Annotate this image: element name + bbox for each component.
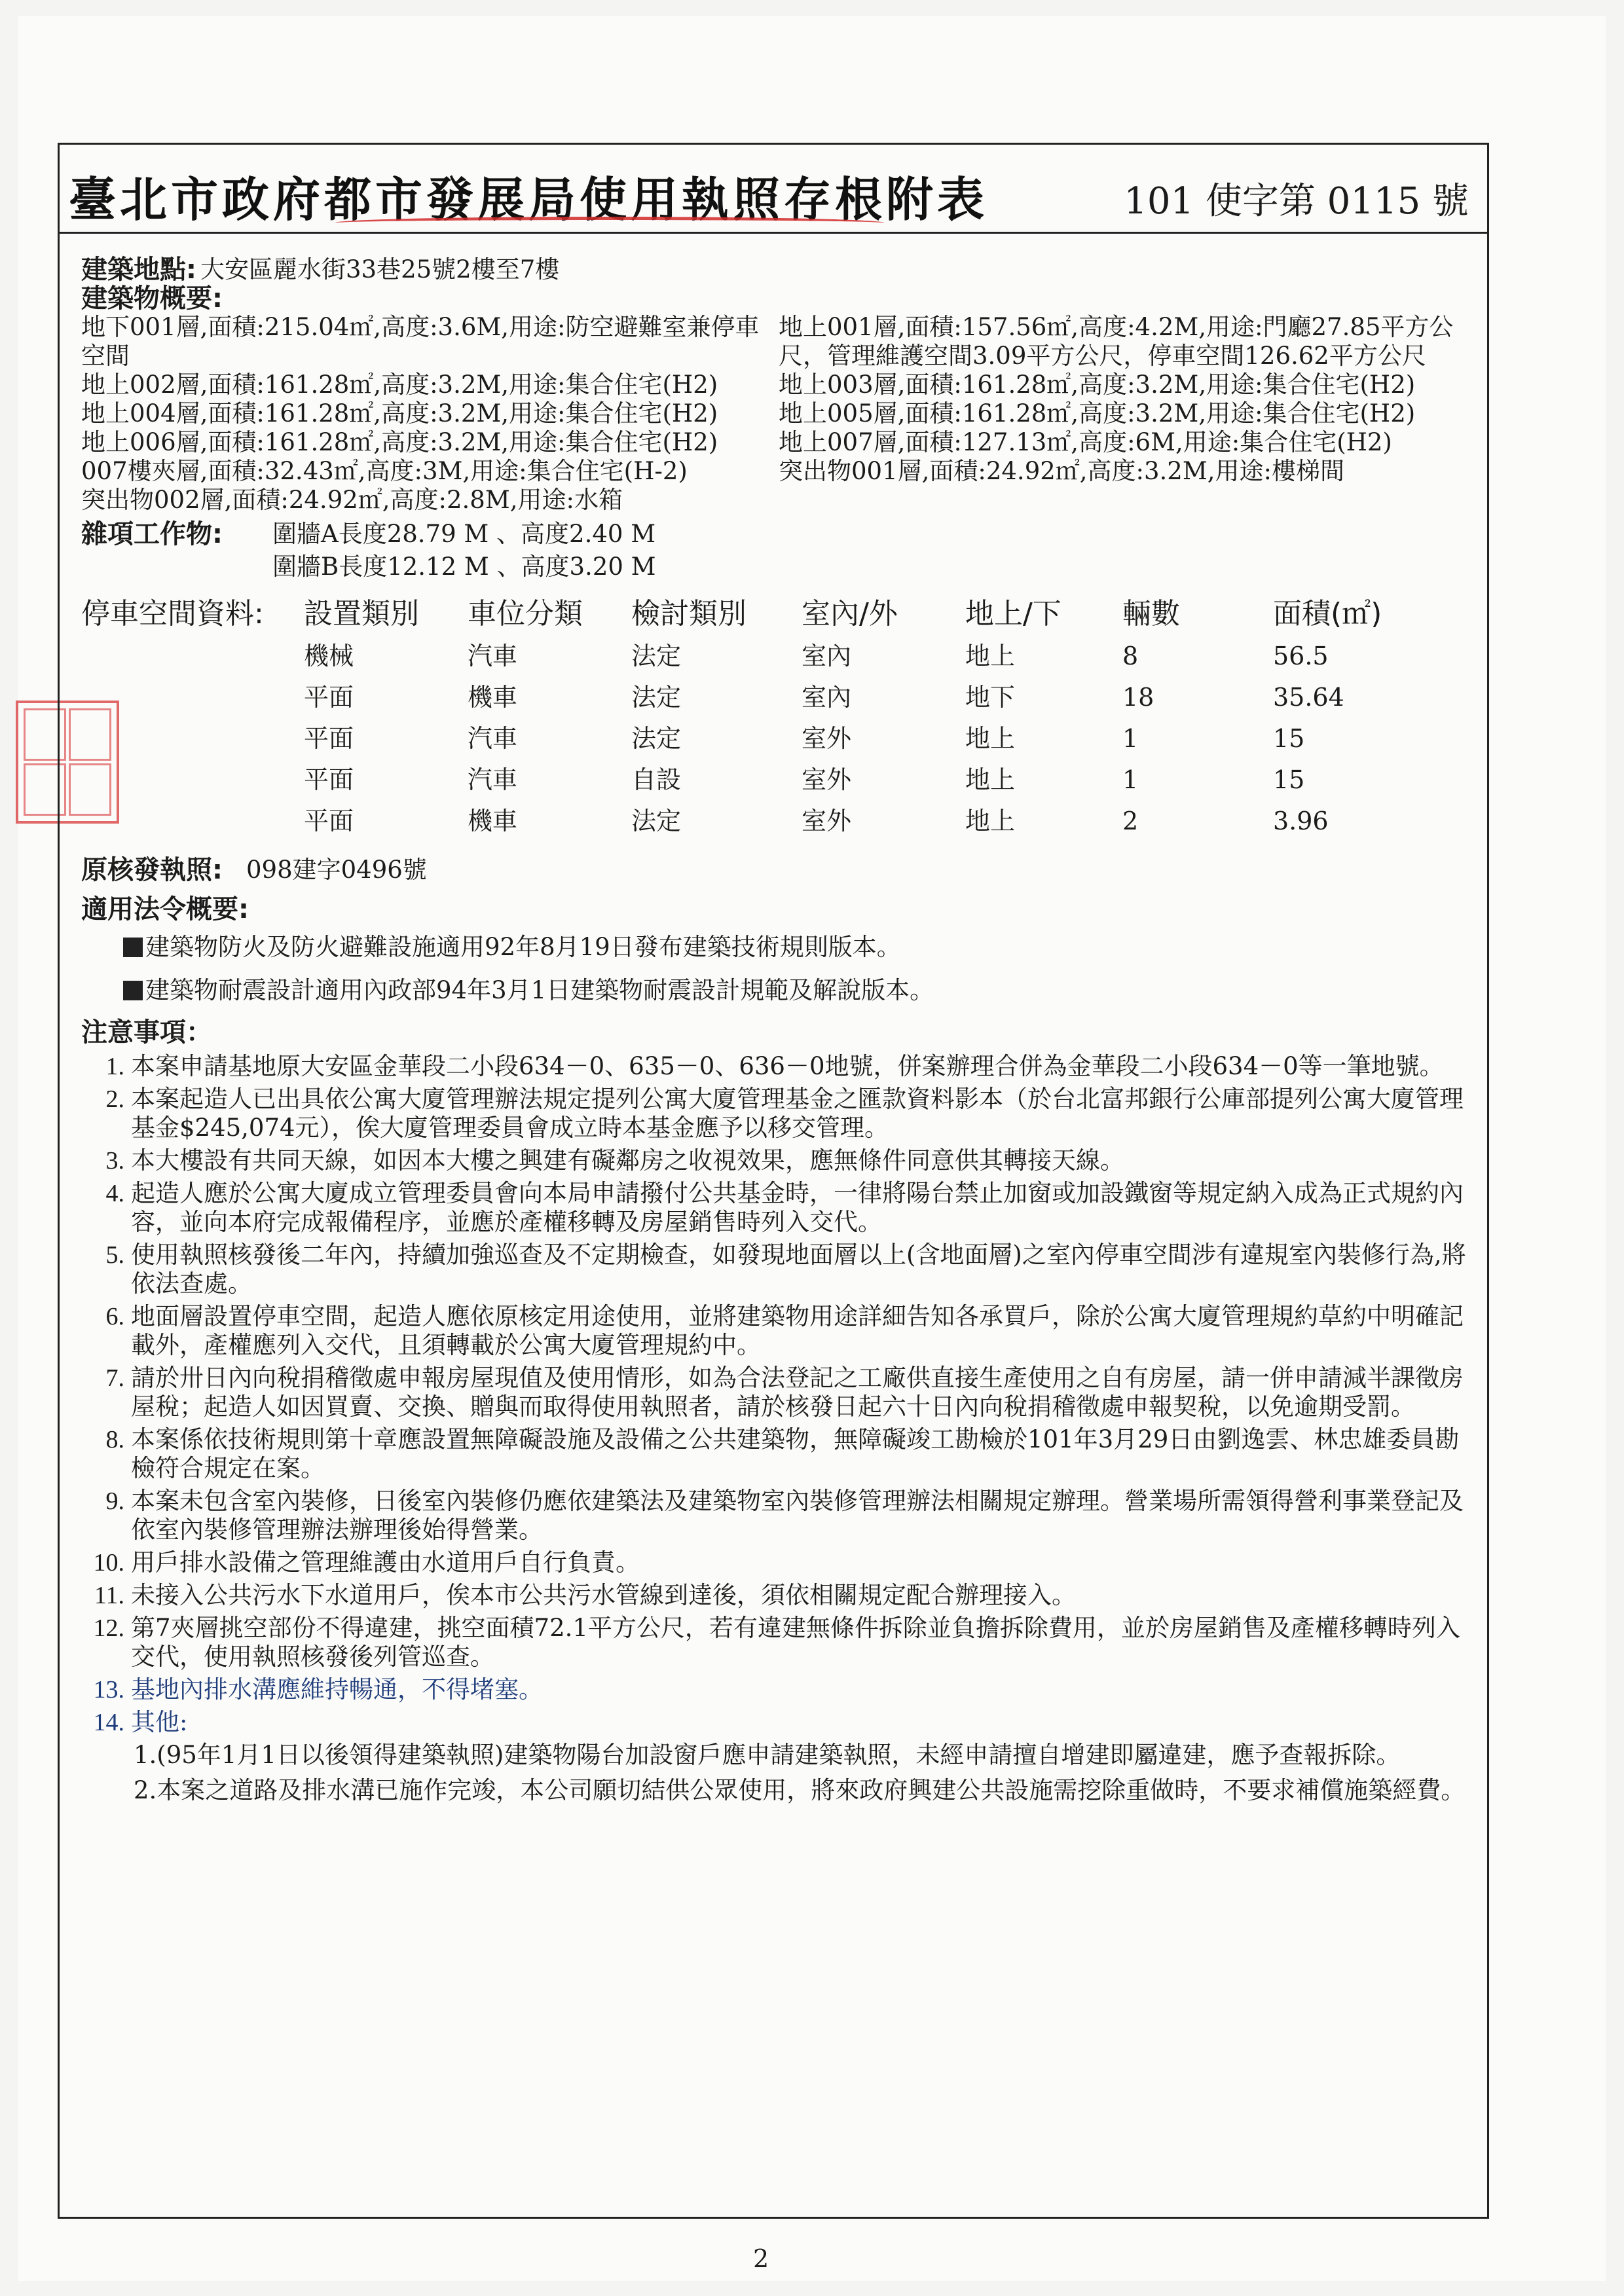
checkbox-filled-icon [123, 981, 143, 1000]
parking-cell: 平面 [304, 723, 354, 753]
parking-col-header: 面積(㎡) [1273, 597, 1382, 630]
misc-item: 圍牆B長度12.12 M 、高度3.20 M [272, 553, 656, 581]
parking-cell: 地上 [965, 765, 1016, 794]
content [81, 255, 1483, 1812]
parking-cell: 地上 [965, 723, 1016, 753]
note-text: 未接入公共污水下水道用戶，俟本市公共污水管線到達後，須依相關規定配合辦理接入。 [131, 1581, 1076, 1609]
table-row [81, 635, 1483, 676]
overview-cell: 地上007層,面積:127.13㎡,高度:6M,用途:集合住宅(H2) [779, 428, 1392, 456]
note-text: 本案係依技術規則第十章應設置無障礙設施及設備之公共建築物，無障礙竣工勘檢於101年3月29日由劉逸雲、林忠雄委員勘檢符合規定在案。 [131, 1425, 1460, 1482]
parking-cell: 汽車 [468, 765, 518, 794]
note-number: 13. [93, 1676, 124, 1704]
overview-cell: 地上001層,面積:157.56㎡,高度:4.2M,用途:門廳27.85平方公尺，管理維護空間3.09平方公尺，停車空間126.62平方公尺 [779, 313, 1454, 370]
red-underline-mark [335, 217, 885, 229]
parking-cell: 汽車 [468, 723, 518, 753]
note-number: 4. [105, 1180, 124, 1207]
parking-cell: 平面 [304, 765, 354, 794]
note-text: 使用執照核發後二年內，持續加強巡查及不定期檢查，如發現地面層以上(含地面層)之室內停車空間涉有違規室內裝修行為,將依法查處。 [131, 1241, 1466, 1298]
note-text: 本案未包含室內裝修，日後室內裝修仍應依建築法及建築物室內裝修管理辦法相關規定辦理。營業場所需領得營利事業登記及依室內裝修管理辦法辦理後始得營業。 [131, 1487, 1464, 1544]
overview-cell: 007樓夾層,面積:32.43㎡,高度:3M,用途:集合住宅(H-2) [81, 457, 688, 485]
note-text: 本案起造人已出具依公寓大廈管理辦法規定提列公寓大廈管理基金之匯款資料影本（於台北富邦銀行公庫部提列公寓大廈管理基金$245,074元），俟大廈管理委員會成立時本基金應予以移交管理。 [131, 1085, 1464, 1142]
sub-note: 2.本案之道路及排水溝已施作完竣，本公司願切結供公眾使用，將來政府興建公共設施需挖除重做時，不要求補償施築經費。 [134, 1776, 1466, 1804]
parking-cell: 15 [1273, 765, 1305, 794]
list-item [81, 1425, 1483, 1483]
parking-cell: 法定 [631, 682, 682, 712]
original-permit-label: 原核發執照: [81, 855, 223, 885]
misc-label: 雜項工作物: [81, 519, 223, 549]
original-permit-row [81, 856, 1483, 884]
note-number: 3. [105, 1147, 124, 1175]
list-item [81, 1548, 1483, 1577]
note-number: 2. [105, 1085, 124, 1113]
overview-label: 建築物概要: [81, 283, 223, 314]
sub-note: 1.(95年1月1日以後領得建築執照)建築物陽台加設窗戶應申請建築執照，未經申請擅自增建即屬違建，應予查報拆除。 [134, 1741, 1401, 1769]
note-number: 1. [105, 1053, 124, 1080]
parking-cell: 2 [1122, 806, 1139, 835]
list-item [81, 1241, 1483, 1298]
notes-list [81, 1052, 1483, 1805]
location-label: 建築地點: [81, 255, 196, 285]
parking-cell: 室外 [802, 765, 852, 794]
overview-cell [779, 486, 1483, 515]
overview-cell: 地上002層,面積:161.28㎡,高度:3.2M,用途:集合住宅(H2) [81, 371, 718, 399]
overview-cell: 地上003層,面積:161.28㎡,高度:3.2M,用途:集合住宅(H2) [779, 371, 1416, 399]
parking-cell: 1 [1122, 765, 1139, 794]
list-item [81, 1614, 1483, 1671]
note-text: 用戶排水設備之管理維護由水道用戶自行負責。 [131, 1548, 640, 1576]
parking-cell: 室內 [802, 641, 852, 670]
note-number: 9. [105, 1487, 124, 1515]
list-item [81, 1146, 1483, 1175]
parking-col-header: 檢討類別 [631, 597, 747, 630]
parking-cell: 56.5 [1273, 641, 1329, 670]
table-row [81, 759, 1483, 800]
parking-cell: 機車 [468, 682, 518, 712]
list-item [81, 1085, 1483, 1142]
original-permit-value: 098建字0496號 [246, 856, 427, 884]
parking-cell: 平面 [304, 682, 354, 712]
list-item [81, 1364, 1483, 1421]
page-number: 2 [753, 2244, 769, 2273]
parking-cell: 8 [1122, 641, 1139, 670]
parking-cell: 機車 [468, 806, 518, 835]
note-text: 本大樓設有共同天線，如因本大樓之興建有礙鄰房之收視效果，應無條件同意供其轉接天線。 [131, 1146, 1124, 1175]
parking-table [81, 635, 1483, 841]
overview-cell: 突出物002層,面積:24.92㎡,高度:2.8M,用途:水箱 [81, 486, 623, 514]
note-text: 請於卅日內向稅捐稽徵處申報房屋現值及使用情形，如為合法登記之工廠供直接生產使用之自有房屋，請一併申請減半課徵房屋稅；起造人如因買賣、交換、贈與而取得使用執照者，請於核發日起六十日內向稅捐稽徵處申報契稅，以免逾期受罰。 [131, 1364, 1464, 1421]
note-number: 6. [105, 1303, 124, 1330]
law-text: 建築物耐震設計適用內政部94年3月1日建築物耐震設計規範及解說版本。 [145, 976, 934, 1004]
list-item [81, 1675, 1483, 1704]
list-item [81, 1179, 1483, 1237]
overview-cell: 地上006層,面積:161.28㎡,高度:3.2M,用途:集合住宅(H2) [81, 428, 718, 456]
parking-col-header: 地上/下 [965, 597, 1061, 630]
parking-cell: 35.64 [1273, 682, 1344, 712]
misc-item: 圍牆A長度28.79 M 、高度2.40 M [272, 520, 656, 548]
parking-cell: 汽車 [468, 641, 518, 670]
note-number: 12. [93, 1614, 124, 1642]
note-text: 第7夾層挑空部份不得違建，挑空面積72.1平方公尺，若有違建無條件拆除並負擔拆除費用，並於房屋銷售及產權移轉時列入交代，使用執照核發後列管巡查。 [131, 1614, 1460, 1671]
note-number: 7. [105, 1364, 124, 1392]
table-row [81, 676, 1483, 718]
law-item [81, 971, 1483, 1010]
note-text: 起造人應於公寓大廈成立管理委員會向本局申請撥付公共基金時，一律將陽台禁止加窗或加設鐵窗等規定納入成為正式規約內容，並向本府完成報備程序，並應於產權移轉及房屋銷售時列入交代。 [131, 1179, 1464, 1236]
parking-col-header: 設置類別 [304, 597, 419, 630]
location-row [81, 255, 1483, 284]
table-row [81, 718, 1483, 759]
note-number: 5. [105, 1241, 124, 1269]
checkbox-filled-icon [123, 938, 143, 957]
parking-cell: 地上 [965, 641, 1016, 670]
parking-col-header: 輛數 [1122, 597, 1180, 630]
list-item [81, 1302, 1483, 1360]
permit-number: 101 使字第 0115 號 [1124, 180, 1469, 223]
note-text: 基地內排水溝應維持暢通，不得堵塞。 [131, 1675, 543, 1704]
misc-section [81, 520, 1483, 581]
parking-cell: 機械 [304, 641, 354, 670]
parking-cell: 15 [1273, 723, 1305, 753]
notes-label: 注意事項： [81, 1017, 212, 1048]
parking-cell: 地下 [965, 682, 1016, 712]
parking-cell: 法定 [631, 806, 682, 835]
note-text: 地面層設置停車空間，起造人應依原核定用途使用，並將建築物用途詳細告知各承買戶，除於公寓大廈管理規約草約中明確記載外，產權應列入交代，且須轉載於公寓大廈管理規約中。 [131, 1302, 1464, 1359]
location-value: 大安區麗水街33巷25號2樓至7樓 [200, 255, 560, 283]
note-number: 11. [94, 1582, 124, 1609]
law-text: 建築物防火及防火避難設施適用92年8月19日發布建築技術規則版本。 [145, 933, 901, 961]
parking-label: 停車空間資料: [81, 597, 264, 630]
table-row [81, 800, 1483, 841]
parking-cell: 室外 [802, 806, 852, 835]
note-number: 10. [93, 1549, 124, 1576]
law-item [81, 928, 1483, 967]
parking-cell: 自設 [631, 765, 682, 794]
parking-cell: 法定 [631, 723, 682, 753]
parking-cell: 18 [1122, 682, 1154, 712]
note-number: 8. [105, 1426, 124, 1453]
parking-cell: 3.96 [1273, 806, 1329, 835]
header [60, 145, 1487, 234]
page-title: 臺北市政府都市發展局使用執照存根附表 [69, 172, 989, 227]
list-item [81, 1581, 1483, 1610]
overview-cell: 地上004層,面積:161.28㎡,高度:3.2M,用途:集合住宅(H2) [81, 399, 718, 428]
parking-cell: 室內 [802, 682, 852, 712]
parking-cell: 1 [1122, 723, 1139, 753]
overview-cell: 地上005層,面積:161.28㎡,高度:3.2M,用途:集合住宅(H2) [779, 399, 1416, 428]
note-text: 本案申請基地原大安區金華段二小段634－0、635－0、636－0地號，併案辦理合併為金華段二小段634－0等一筆地號。 [131, 1052, 1444, 1080]
note-text: 其他: [131, 1708, 188, 1736]
parking-cell: 法定 [631, 641, 682, 670]
parking-cell: 地上 [965, 806, 1016, 835]
parking-col-header: 車位分類 [468, 597, 583, 630]
note-number: 14. [93, 1709, 124, 1736]
parking-cell: 平面 [304, 806, 354, 835]
list-item [81, 1487, 1483, 1544]
laws-label: 適用法令概要: [81, 894, 249, 924]
overview-cell: 地下001層,面積:215.04㎡,高度:3.6M,用途:防空避難室兼停車空間 [81, 313, 760, 370]
parking-col-header: 室內/外 [802, 597, 898, 630]
list-item [81, 1708, 1483, 1737]
overview-cell: 突出物001層,面積:24.92㎡,高度:3.2M,用途:樓梯間 [779, 457, 1344, 485]
overview-grid [81, 313, 1483, 515]
parking-header [81, 597, 1483, 630]
parking-cell: 室外 [802, 723, 852, 753]
list-item [81, 1052, 1483, 1081]
